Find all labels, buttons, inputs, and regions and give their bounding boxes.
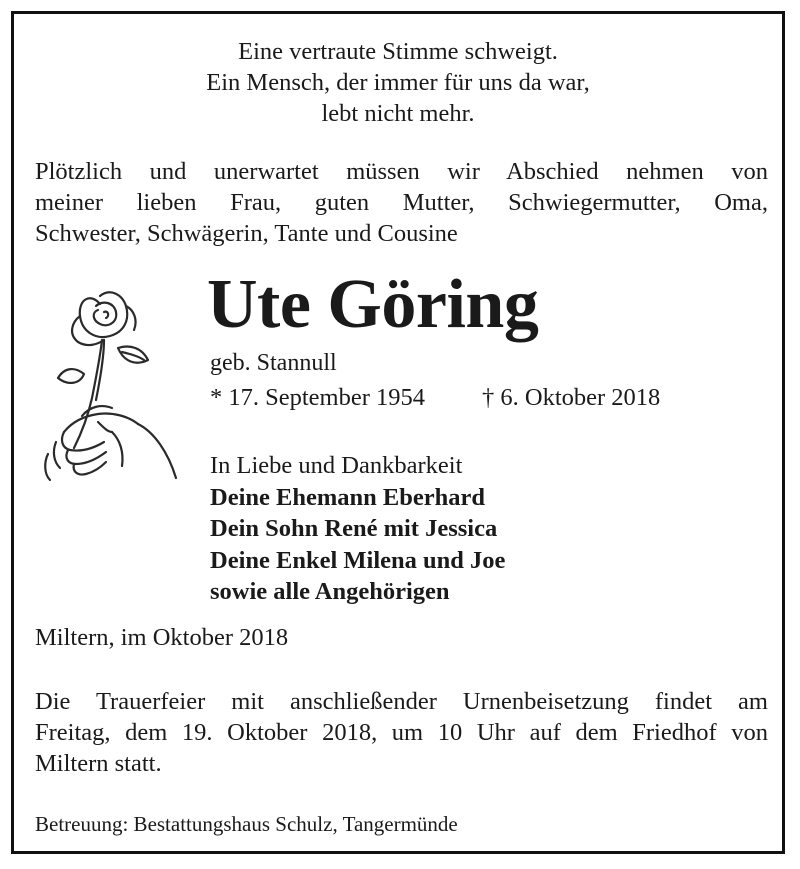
announcement-intro bbox=[35, 156, 768, 249]
death-date: † 6. Oktober 2018 bbox=[482, 384, 661, 411]
memorial-verse bbox=[14, 36, 782, 129]
rose-in-hand-icon bbox=[38, 282, 198, 492]
funeral-service-info bbox=[35, 686, 768, 779]
service-line: Miltern statt. bbox=[35, 750, 162, 777]
verse-line: lebt nicht mehr. bbox=[321, 100, 475, 127]
mourner-line: Deine Ehemann Eberhard bbox=[210, 483, 485, 511]
place-and-date: Miltern, im Oktober 2018 bbox=[35, 624, 289, 651]
mourner-line: Deine Enkel Milena und Joe bbox=[210, 546, 506, 574]
service-line: Freitag, dem 19. Oktober 2018, um 10 Uhr auf dem Friedhof von bbox=[35, 719, 768, 746]
service-line: Die Trauerfeier mit anschließender Urnenbeisetzung findet am bbox=[35, 688, 768, 715]
intro-line: meiner lieben Frau, guten Mutter, Schwiegermutter, Oma, bbox=[35, 189, 768, 216]
verse-line: Ein Mensch, der immer für uns da war, bbox=[206, 69, 590, 96]
maiden-name: geb. Stannull bbox=[210, 350, 337, 376]
obituary-frame bbox=[11, 11, 785, 854]
mourner-line: sowie alle Angehörigen bbox=[210, 578, 450, 605]
deceased-name: Ute Göring bbox=[207, 266, 539, 343]
funeral-home-credit: Betreuung: Bestattungshaus Schulz, Tangermünde bbox=[35, 812, 458, 836]
birth-date: * 17. September 1954 bbox=[210, 384, 426, 411]
mourners-intro: In Liebe und Dankbarkeit bbox=[210, 452, 463, 479]
intro-line: Schwester, Schwägerin, Tante und Cousine bbox=[35, 220, 458, 247]
mourner-line: Dein Sohn René mit Jessica bbox=[210, 515, 498, 542]
intro-line: Plötzlich und unerwartet müssen wir Abschied nehmen von bbox=[35, 158, 768, 185]
mourners-block bbox=[210, 450, 505, 608]
verse-line: Eine vertraute Stimme schweigt. bbox=[238, 38, 558, 65]
